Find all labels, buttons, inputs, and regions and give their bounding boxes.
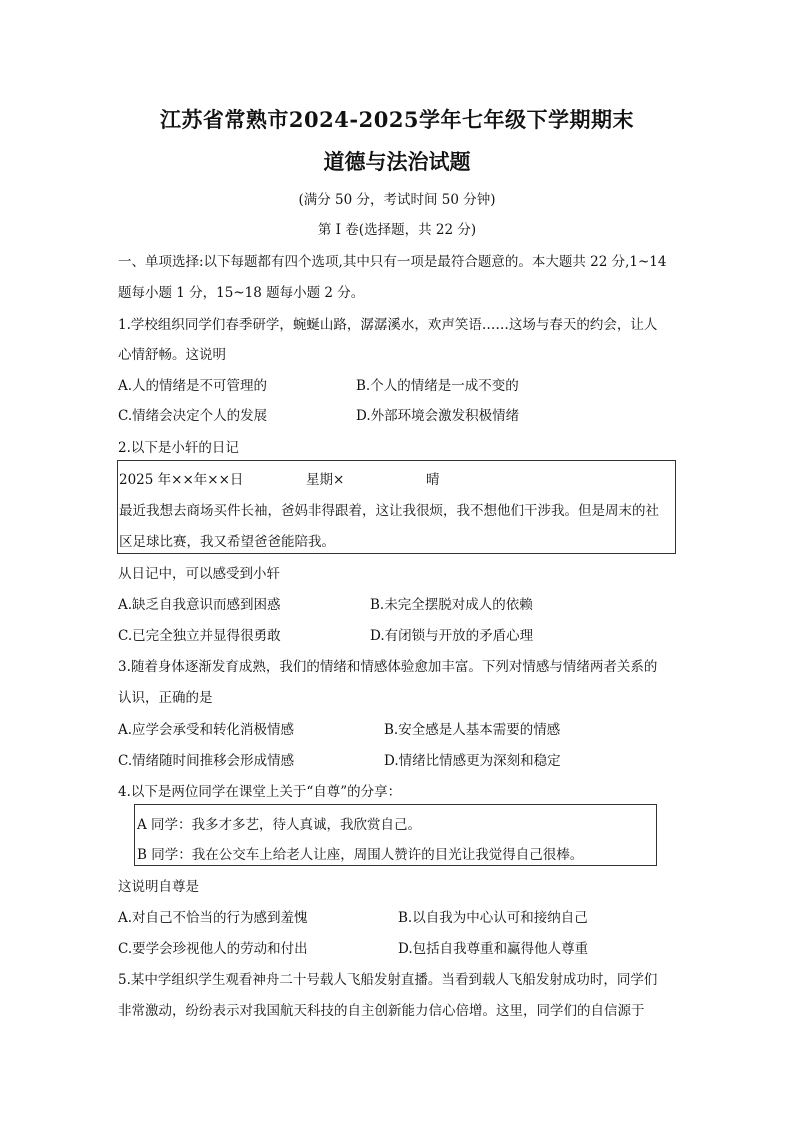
q3-option-d: D.情绪比情感更为深刻和稳定 <box>384 753 561 769</box>
q4-after-text: 这说明自尊是 <box>118 879 199 895</box>
q3-option-b: B.安全感是人基本需要的情感 <box>384 722 561 738</box>
score-note: (满分 50 分，考试时间 50 分钟) <box>298 192 496 208</box>
section-title: 第 I 卷(选择题，共 22 分) <box>317 222 477 238</box>
q2-stem: 2.以下是小轩的日记 <box>118 440 239 456</box>
q3-option-c: C.情绪随时间推移会形成情感 <box>118 753 295 769</box>
q5-stem-line-1: 5.某中学组织学生观看神舟二十号载人飞船发射直播。当看到载人飞船发射成功时，同学们 <box>118 972 658 988</box>
diary-weather: 晴 <box>426 472 440 488</box>
q1-option-a: A.人的情绪是不可管理的 <box>118 378 268 394</box>
q4-option-d: D.包括自我尊重和赢得他人尊重 <box>398 941 589 957</box>
diary-date: 2025 年××年××日 <box>119 472 244 488</box>
q2-option-c: C.已完全独立并显得很勇敢 <box>118 628 281 644</box>
q4-option-b: B.以自我为中心认可和接纳自己 <box>398 910 588 926</box>
q1-option-b: B.个人的情绪是一成不变的 <box>356 378 519 394</box>
exam-subject-title: 道德与法治试题 <box>323 149 471 174</box>
diary-line-1: 最近我想去商场买件长袖，爸妈非得跟着，这让我很烦，我不想他们干涉我。但是周末的社 <box>119 503 659 519</box>
q1-option-c: C.情绪会决定个人的发展 <box>118 408 268 424</box>
sharing-student-b: B 同学：我在公交车上给老人让座，周围人赞许的目光让我觉得自己很棒。 <box>137 847 584 863</box>
diary-line-2: 区足球比赛，我又希望爸爸能陪我。 <box>119 534 335 550</box>
diary-box <box>117 460 676 554</box>
q3-option-a: A.应学会承受和转化消极情感 <box>118 722 295 738</box>
q4-stem: 4.以下是两位同学在课堂上关于“自尊”的分享： <box>118 784 402 800</box>
q1-stem-line-1: 1.学校组织同学们春季研学，蜿蜒山路，潺潺溪水，欢声笑语……这场与春天的约会，让人 <box>118 317 658 333</box>
q1-stem-line-2: 心情舒畅。这说明 <box>118 347 226 363</box>
q2-option-d: D.有闭锁与开放的矛盾心理 <box>370 628 534 644</box>
q2-option-b: B.未完全摆脱对成人的依赖 <box>370 597 533 613</box>
instructions-line-2: 题每小题 1 分，15~18 题每小题 2 分。 <box>118 285 365 301</box>
q4-option-a: A.对自己不恰当的行为感到羞愧 <box>118 910 308 926</box>
q3-stem-line-2: 认识，正确的是 <box>118 690 213 706</box>
sharing-box <box>134 804 657 866</box>
q2-option-a: A.缺乏自我意识而感到困惑 <box>118 597 281 613</box>
q5-stem-line-2: 非常激动，纷纷表示对我国航天科技的自主创新能力信心倍增。这里，同学们的自信源于 <box>118 1003 645 1019</box>
sharing-student-a: A 同学：我多才多艺，待人真诚，我欣赏自己。 <box>137 817 422 833</box>
q1-option-d: D.外部环境会激发积极情绪 <box>356 408 520 424</box>
exam-title: 江苏省常熟市2024-2025学年七年级下学期期末 <box>159 107 635 132</box>
q3-stem-line-1: 3.随着身体逐渐发育成熟，我们的情绪和情感体验愈加丰富。下列对情感与情绪两者关系的 <box>118 659 658 675</box>
q2-after-text: 从日记中，可以感受到小轩 <box>118 566 280 582</box>
q4-option-c: C.要学会珍视他人的劳动和付出 <box>118 941 308 957</box>
diary-weekday: 星期× <box>306 472 345 488</box>
instructions-line-1: 一、单项选择:以下每题都有四个选项,其中只有一项是最符合题意的。本大题共 22 分,1~14 <box>118 254 667 270</box>
